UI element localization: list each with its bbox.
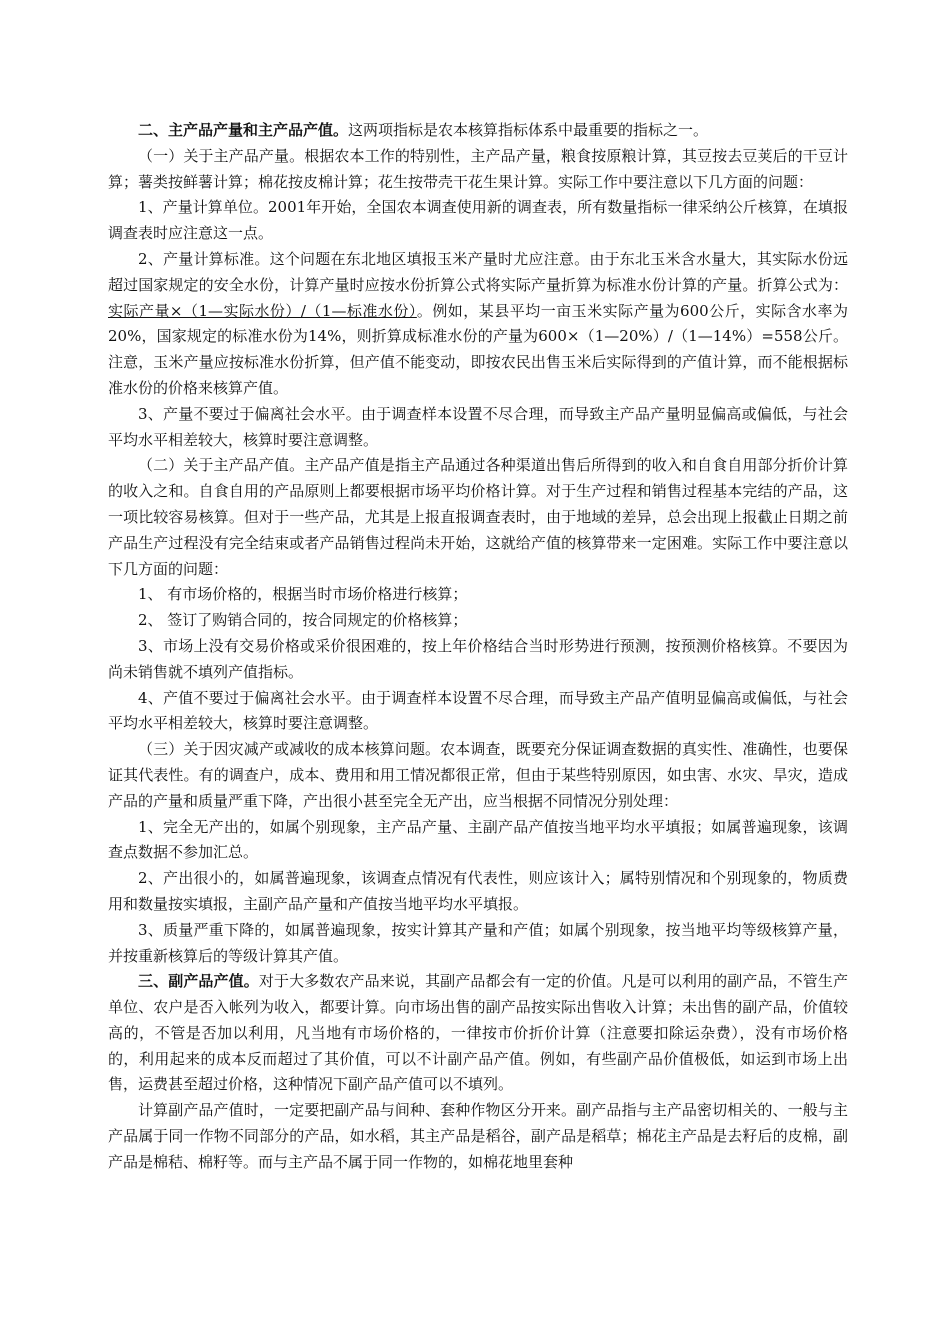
section-2-intro: 这两项指标是农本核算指标体系中最重要的指标之一。 [348,121,709,139]
subsection-2-item-2: 2、 签订了购销合同的，按合同规定的价格核算； [138,611,468,630]
subsection-2-item-4: 4、产值不要过于偏离社会水平。由于调查样本设置不尽合理，而导致主产品产值明显偏高或偏低，与社会平均水平相差较大，核算时要注意调整。 [108,688,848,733]
subsection-3-intro: （三）关于因灾减产或减收的成本核算问题。农本调查，既要充分保证调查数据的真实性、准确性，也要保证其代表性。有的调查户，成本、费用和用工情况都很正常，但由于某些特别原因，如虫害、水灾、旱灾，造成产品的产量和质量严重下降，产出很小甚至完全无产出，应当根据不同情况分别处理： [108,740,848,810]
section-3-heading: 三、副产品产值。 [138,972,259,991]
conversion-formula: 实际产量×（1—实际水份）/（1—标准水份） [108,301,417,320]
subsection-3-item-2: 2、产出很小的，如属普遍现象，该调查点情况有代表性，则应该计入；属特别情况和个别现象的，物质费用和数量按实填报，主副产品产量和产值按当地平均水平填报。 [108,869,848,913]
subsection-3-item-1: 1、完全无产出的，如属个别现象，主产品产量、主副产品产值按当地平均水平填报；如属普遍现象，该调查点数据不参加汇总。 [108,817,848,862]
section-3-paragraph-2: 计算副产品产值时，一定要把副产品与间种、套种作物区分开来。副产品指与主产品密切相关的、一般与主产品属于同一作物不同部分的产品，如水稻，其主产品是稻谷，副产品是稻草；棉花主产品是去籽后的皮棉，副产品是棉秸、棉籽等。而与主产品不属于同一作物的，如棉花地里套种 [108,1101,848,1171]
subsection-1-item-3: 3、产量不要过于偏离社会水平。由于调查样本设置不尽合理，而导致主产品产量明显偏高或偏低，与社会平均水平相差较大，核算时要注意调整。 [108,404,848,449]
subsection-1-intro: （一）关于主产品产量。根据农本工作的特别性，主产品产量，粮食按原粮计算，其豆按去豆荚后的干豆计算；薯类按鲜薯计算；棉花按皮棉计算；花生按带壳干花生果计算。实际工作中要注意以下几方面的问题： [108,146,848,191]
section-2-heading: 二、主产品产量和主产品产值。 [138,121,349,139]
item-2-text-a: 2、产量计算标准。这个问题在东北地区填报玉米产量时尤应注意。由于东北玉米含水量大，其实际水份远超过国家规定的安全水份，计算产量时应按水份折算公式将实际产量折算为标准水份计算的产量。折算公式为： [108,249,848,294]
subsection-1-item-1: 1、产量计算单位。2001年开始，全国农本调查使用新的调查表，所有数量指标一律采纳公斤核算，在填报调查表时应注意这一点。 [108,198,848,243]
subsection-1-item-2 [108,247,848,402]
subsection-2-intro: （二）关于主产品产值。主产品产值是指主产品通过各种渠道出售后所得到的收入和自食自用部分折价计算的收入之和。自食自用的产品原则上都要根据市场平均价格计算。对于生产过程和销售过程基本完结的产品，这一项比较容易核算。但对于一些产品，尤其是上报直报调查表时，由于地域的差异，总会出现上报截止日期之前产品生产过程没有完全结束或者产品销售过程尚未开始，这就给产值的核算带来一定困难。实际工作中要注意以下几方面的问题： [108,456,848,578]
subsection-2-item-1: 1、 有市场价格的，根据当时市场价格进行核算； [138,585,468,604]
subsection-3-item-3: 3、质量严重下降的，如属普遍现象，按实计算其产量和产值；如属个别现象，按当地平均等级核算产量，并按重新核算后的等级计算其产值。 [108,920,848,965]
item-2-text-b: 。例如，某县平均一亩玉米实际产量为600公斤，实际含水率为20%，国家规定的标准水份为14%，则折算成标准水份的产量为600×（1—20%）/（1—14%）=558公斤。注意，玉米产量应按标准水份折算，但产值不能变动，即按农民出售玉米后实际得到的产值计算，而不能根据标准水份的价格来核算产值。 [108,301,848,397]
subsection-2-item-3: 3、市场上没有交易价格或采价很困难的，按上年价格结合当时形势进行预测，按预测价格核算。不要因为尚未销售就不填列产值指标。 [108,636,848,681]
section-3-paragraph [108,969,848,1098]
section-3-text: 对于大多数农产品来说，其副产品都会有一定的价值。凡是可以利用的副产品，不管生产单位、农户是否入帐列为收入，都要计算。向市场出售的副产品按实际出售收入计算；未出售的副产品，价值较高的，不管是否加以利用，凡当地有市场价格的，一律按市价折价计算（注意要扣除运杂费），没有市场价格的，利用起来的成本反而超过了其价值，可以不计副产品产值。例如，有些副产品价值极低，如运到市场上出售，运费甚至超过价格，这种情况下副产品产值可以不填列。 [108,972,848,1094]
document-page [108,118,848,1176]
section-2-paragraph [108,118,848,144]
